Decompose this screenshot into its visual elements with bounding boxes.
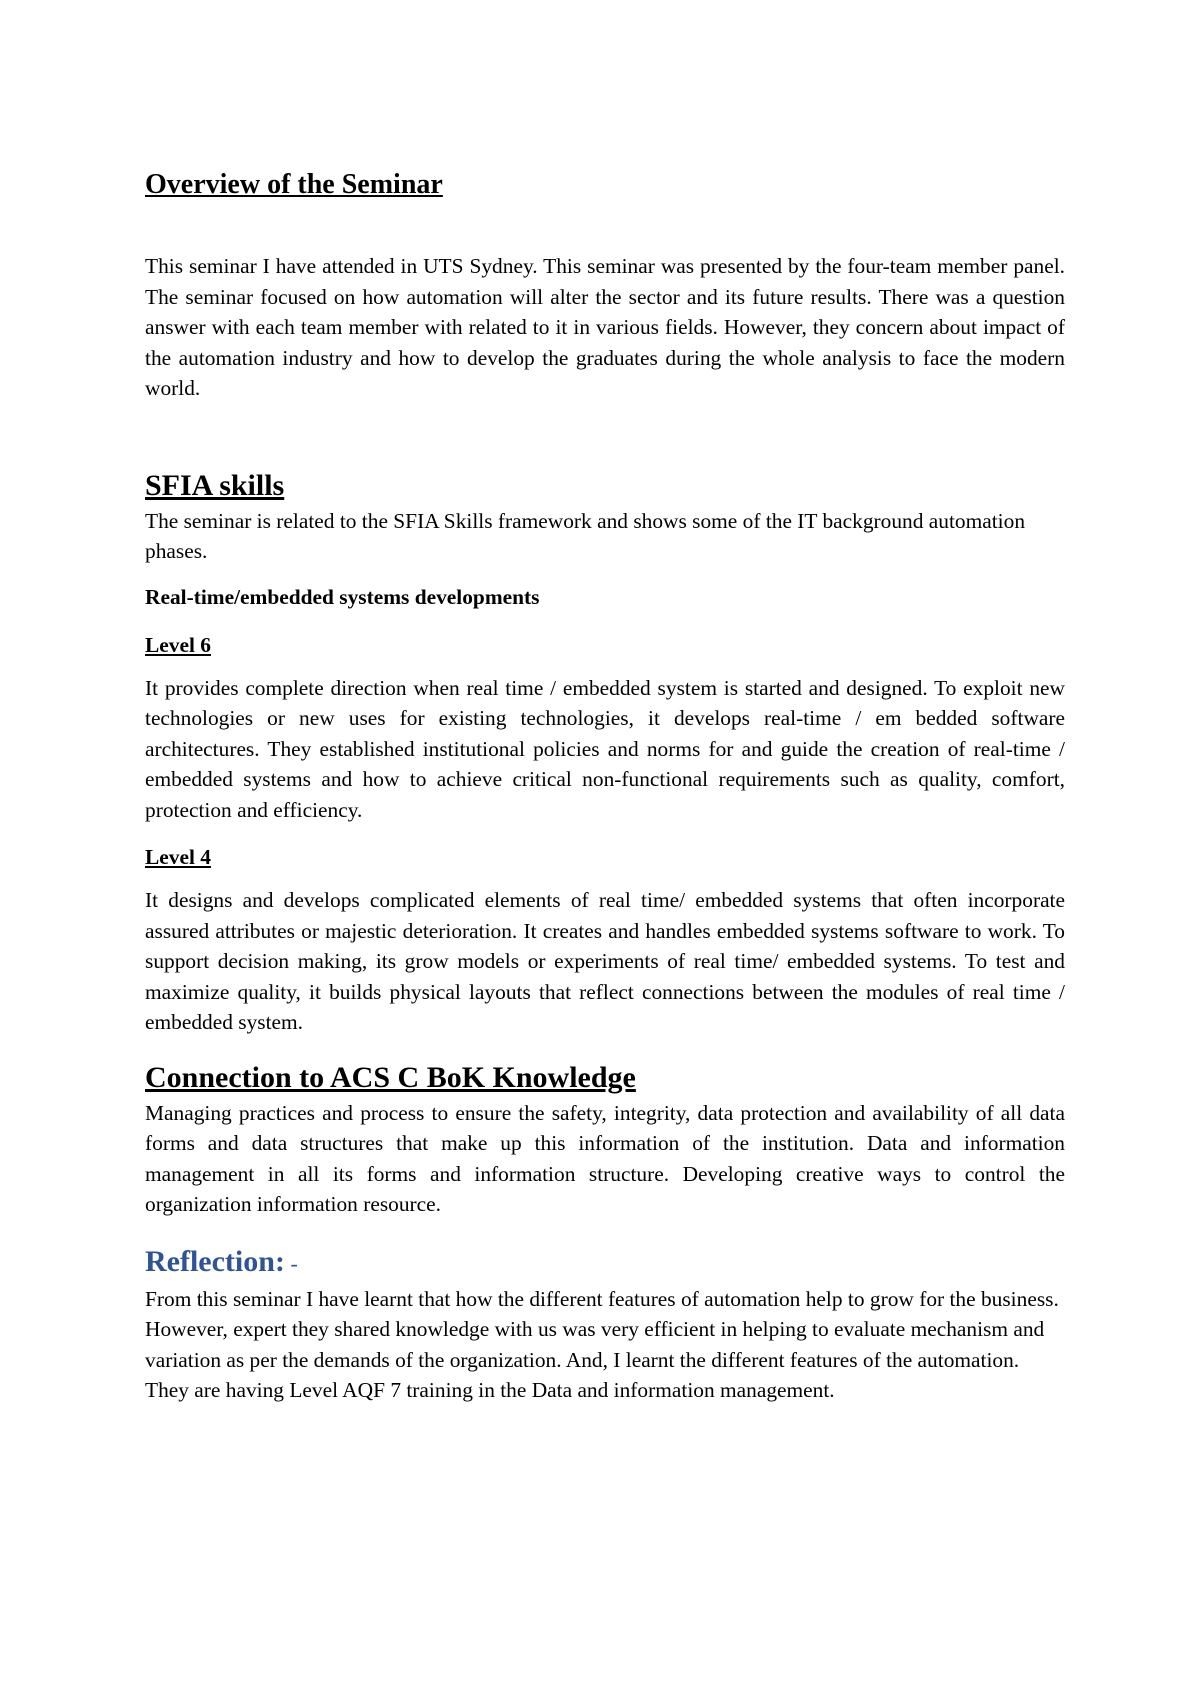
sfia-subheading: Real-time/embedded systems developments [145,584,540,609]
reflection-heading-suffix: - [284,1250,298,1276]
acs-heading: Connection to ACS C BoK Knowledge [145,1060,636,1094]
level6-paragraph: It provides complete direction when real time / embedded system is started and designed. To exploit new technologies or new uses for existing technologies, it develops real-time / em bedded software architectures. They established institutional policies and norms for and guide the creation of real-time / embedded systems and how to achieve critical non-functional requirements such as quality, comfort, protection and efficiency. [145,675,1065,822]
document-page [145,165,1065,1406]
reflection-heading-text: Reflection: [145,1244,285,1278]
reflection-paragraph: From this seminar I have learnt that how the different features of automation help to grow for the business. However, expert they shared knowledge with us was very efficient in helping to evaluate mechanism and variation as per the demands of the organization. And, I learnt the different features of the automation. They are having Level AQF 7 training in the Data and information management. [145,1286,1059,1402]
overview-heading: Overview of the Seminar [145,169,443,200]
level4-paragraph: It designs and develops complicated elements of real time/ embedded systems that often incorporate assured attributes or majestic deterioration. It creates and handles embedded systems software to work. To support decision making, its grow models or experiments of real time/ embedded systems. To test and maximize quality, it builds physical layouts that reflect connections between the modules of real time / embedded system. [145,888,1065,1034]
level4-label: Level 4 [145,845,211,869]
overview-paragraph: This seminar I have attended in UTS Sydney. This seminar was presented by the four-team member panel. The seminar focused on how automation will alter the sector and its future results. There was a question answer with each team member with related to it in various fields. However, they concern about impact of the automation industry and how to develop the graduates during the whole analysis to face the modern world. [145,254,1065,400]
reflection-heading [145,1242,1065,1284]
sfia-heading: SFIA skills [145,468,285,502]
sfia-intro: The seminar is related to the SFIA Skills framework and shows some of the IT background automation phases. [145,508,1026,563]
level6-label: Level 6 [145,632,211,657]
acs-paragraph: Managing practices and process to ensure the safety, integrity, data protection and availability of all data forms and data structures that make up this information of the institution. Data and information management in all its forms and information structure. Developing creative ways to control the organization information resource. [145,1100,1065,1216]
